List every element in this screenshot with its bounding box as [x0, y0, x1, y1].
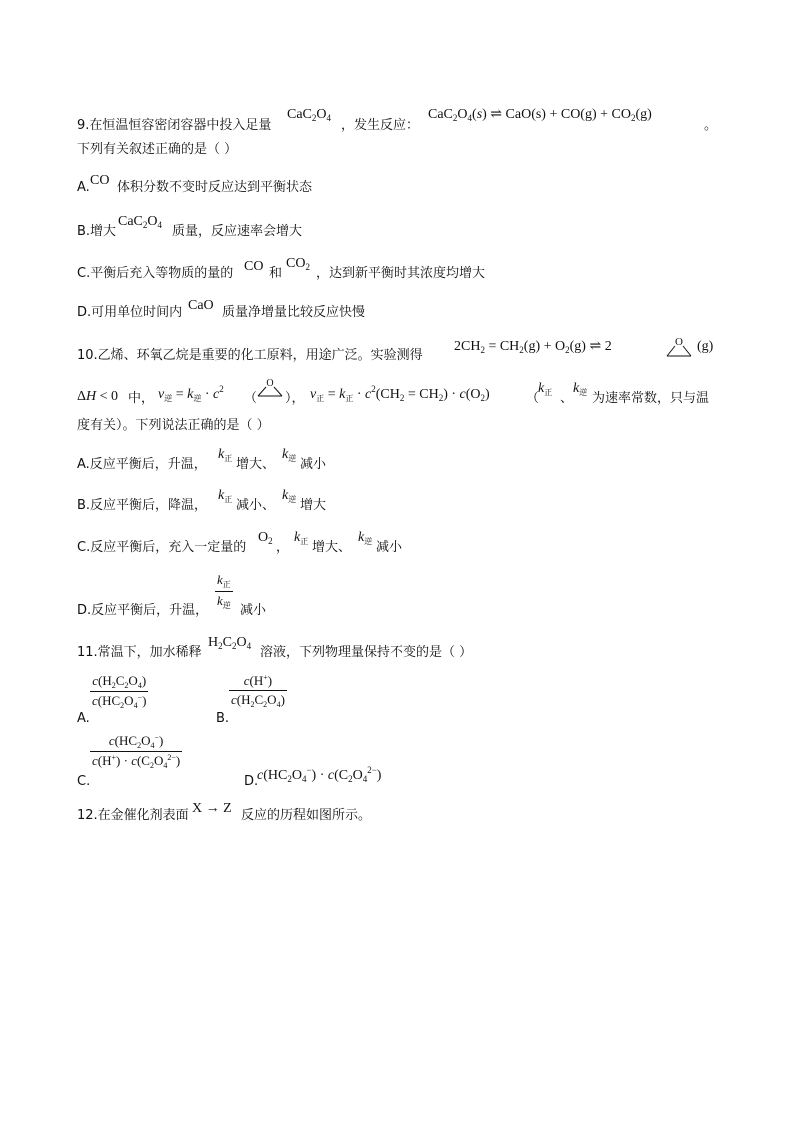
- q10-k-reverse: $k_逆$: [573, 381, 588, 397]
- q11-opt-b-lead: B.: [216, 711, 230, 726]
- q10-opt-a-mid: 增大、: [236, 457, 276, 472]
- q9-stem-line2: 下列有关叙述正确的是（ ）: [77, 142, 238, 157]
- q10-v-forward: $v_正 = k_正 \cdot c^2(CH_2 = CH_2) \cdot c(O_2)$: [310, 384, 490, 403]
- q10-opt-b-mid: 减小、: [236, 498, 276, 513]
- q10-note-open: （: [526, 391, 540, 406]
- q10-opt-c-kfwd: $k_正$: [294, 530, 309, 546]
- q11-opt-a-lead: A.: [77, 711, 90, 726]
- q9-opt-d-text: 质量净增量比较反应快慢: [222, 305, 366, 320]
- q10-opt-a-lead: A.反应平衡后，升温，: [77, 457, 207, 472]
- q11-opt-b-fraction: $\frac{c(H^+)}{c(H_2C_2O_4)}$: [231, 673, 285, 709]
- q9-mid: ，发生反应：: [341, 118, 420, 133]
- q10-opt-c-krev: $k_逆$: [358, 530, 373, 546]
- q10-stem-line3: 度有关）。下列说法正确的是（ ）: [77, 418, 270, 433]
- q11-stem-tail: 溶液，下列物理量保持不变的是（ ）: [260, 645, 473, 660]
- q9-opt-a-formula: CO: [90, 173, 110, 188]
- q9-opt-d-formula: CaO: [188, 298, 214, 313]
- q10-paren-open: （: [244, 391, 258, 406]
- q9-opt-c-and: 和: [269, 266, 283, 281]
- q11-opt-d-expr: $c(HC_2O_4^-) \cdot c(C_2O_4^{2-})$: [257, 765, 382, 784]
- q11-prefix: 11.常温下，加水稀释: [77, 645, 202, 660]
- q10-opt-b-krev: $k_逆$: [282, 488, 297, 504]
- epoxide-structure-icon: [256, 378, 284, 398]
- q9-equation: $CaC_2O_4(s)$ ⇌ $CaO(s) + CO(g) + CO_2(g)$: [428, 107, 652, 123]
- q11-reagent: $H_2C_2O_4$: [208, 635, 252, 651]
- q9-opt-c-text: ，达到新平衡时其浓度均增大: [316, 266, 486, 281]
- q11-opt-c-lead: C.: [77, 774, 91, 789]
- epoxide-structure-icon: [664, 336, 694, 358]
- q10-opt-c-o2: $O_2$: [258, 530, 273, 546]
- q10-opt-a-krev: $k_逆$: [282, 447, 297, 463]
- q9-opt-a-lead: A.: [77, 180, 90, 195]
- q12-stem-tail: 反应的历程如图所示。: [241, 808, 372, 823]
- q10-equation-state: (g): [697, 339, 714, 354]
- q10-equation: $2CH_2 = CH_2(g) + O_2(g)$ ⇌ 2: [454, 339, 612, 355]
- q9-opt-b-lead: B.增大: [77, 224, 117, 239]
- q10-dh-tail: 中，: [128, 391, 155, 406]
- q10-opt-b-tail: 增大: [300, 498, 327, 513]
- q9-prefix: 9.在恒温恒容密闭容器中投入足量: [77, 118, 272, 133]
- q10-delta-h: ΔH < 0: [77, 389, 119, 404]
- q10-k-forward: $k_正$: [538, 381, 553, 397]
- q10-prefix: 10.乙烯、环氧乙烷是重要的化工原料，用途广泛。实验测得: [77, 348, 423, 363]
- q11-opt-d-lead: D.: [244, 774, 259, 789]
- q10-opt-b-kfwd: $k_正$: [218, 488, 233, 504]
- svg-text:O: O: [675, 336, 683, 348]
- q10-opt-a-tail: 减小: [300, 457, 327, 472]
- q12-formula: X → Z: [192, 801, 232, 816]
- q9-opt-c-lead: C.平衡后充入等物质的量的: [77, 266, 234, 281]
- q9-opt-a-text: 体积分数不变时反应达到平衡状态: [117, 180, 313, 195]
- q10-opt-c-comma: ，: [276, 540, 290, 555]
- q9-opt-b-formula: $CaC_2O_4$: [118, 214, 163, 230]
- q10-note-tail: 为速率常数，只与温: [592, 391, 710, 406]
- q10-paren-close: ），: [285, 391, 305, 406]
- q11-opt-c-fraction: $\frac{c(HC_2O_4^-)}{c(H^+) \cdot c(C_2O_4^{2-})}$: [92, 733, 181, 770]
- q10-opt-d-fraction: $k_正$ $k_逆$: [217, 572, 231, 610]
- q10-opt-b-lead: B.反应平衡后，降温，: [77, 498, 208, 513]
- q9-opt-c-co: CO: [244, 259, 264, 274]
- q11-opt-a-fraction: $\frac{c(H_2C_2O_4)}{c(HC_2O_4^-)}$: [92, 673, 147, 710]
- q10-opt-a-kfwd: $k_正$: [218, 447, 233, 463]
- q10-v-reverse: $v_逆 = k_逆 \cdot c^2$: [158, 384, 224, 403]
- svg-text:O: O: [266, 378, 274, 389]
- q10-opt-d-lead: D.反应平衡后，升温，: [77, 603, 209, 618]
- q10-opt-c-mid: 增大、: [312, 540, 352, 555]
- q10-opt-c-lead: C.反应平衡后，充入一定量的: [77, 540, 247, 555]
- q9-opt-b-text: 质量，反应速率会增大: [172, 224, 303, 239]
- q10-sep: 、: [560, 391, 574, 406]
- q9-opt-c-co2: $CO_2$: [286, 256, 310, 272]
- q9-opt-d-lead: D.可用单位时间内: [77, 305, 183, 320]
- q12-prefix: 12.在金催化剂表面: [77, 808, 189, 823]
- q9-end: 。: [704, 118, 718, 133]
- q9-reagent: $CaC_2O_4$: [287, 107, 332, 123]
- q10-opt-d-tail: 减小: [240, 603, 267, 618]
- q10-opt-c-tail: 减小: [376, 540, 403, 555]
